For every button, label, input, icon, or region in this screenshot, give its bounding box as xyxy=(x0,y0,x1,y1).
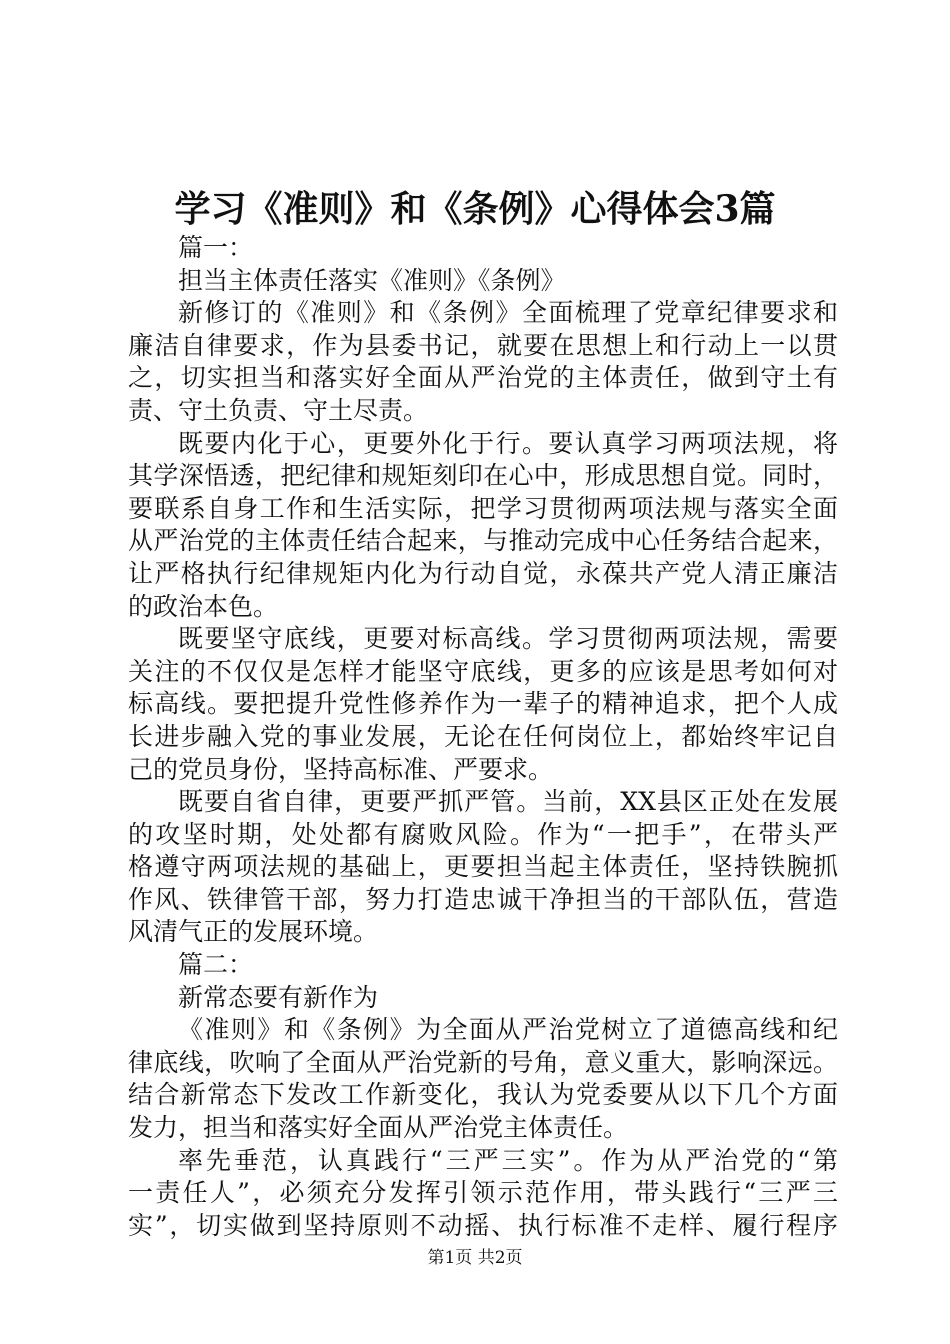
text-line: 从严治党的主体责任结合起来，与推动完成中心任务结合起来， xyxy=(128,526,838,556)
text-line: 一责任人”，必须充分发挥引领示范作用，带头践行“三严三 xyxy=(128,1178,838,1208)
text-line: 新常态要有新作为 xyxy=(178,982,379,1012)
document-body xyxy=(128,232,838,1242)
text-line: 新修订的《准则》和《条例》全面梳理了党章纪律要求和 xyxy=(178,298,838,328)
text-line: 其学深悟透，把纪律和规矩刻印在心中，形成思想自觉。同时， xyxy=(128,461,838,491)
text-line: 篇一： xyxy=(178,233,254,262)
text-line: 发力，担当和落实好全面从严治党主体责任。 xyxy=(128,1113,629,1143)
text-line: 让严格执行纪律规矩内化为行动自觉，永葆共产党人清正廉洁 xyxy=(128,558,838,588)
text-line: 既要坚守底线，更要对标高线。学习贯彻两项法规，需要 xyxy=(178,624,838,654)
text-line: 的政治本色。 xyxy=(128,591,279,621)
text-line: 之，切实担当和落实好全面从严治党的主体责任，做到守土有 xyxy=(128,363,838,393)
text-line: 责、守土负责、守土尽责。 xyxy=(128,395,429,425)
text-line: 既要内化于心，更要外化于行。要认真学习两项法规，将 xyxy=(178,428,838,458)
text-line: 的攻坚时期，处处都有腐败风险。作为“一把手”，在带头严 xyxy=(128,819,838,849)
text-line: 担当主体责任落实《准则》《条例》 xyxy=(178,265,566,295)
text-line: 要联系自身工作和生活实际，把学习贯彻两项法规与落实全面 xyxy=(128,493,838,523)
text-line: 格遵守两项法规的基础上，更要担当起主体责任，坚持铁腕抓 xyxy=(128,852,838,882)
text-line: 实”，切实做到坚持原则不动摇、执行标准不走样、履行程序 xyxy=(128,1210,838,1240)
document-title: 学习《准则》和《条例》心得体会3篇 xyxy=(174,188,776,230)
text-line: 既要自省自律，更要严抓严管。当前，XX县区正处在发展 xyxy=(178,787,838,817)
text-line: 风清气正的发展环境。 xyxy=(128,917,379,947)
text-line: 廉洁自律要求，作为县委书记，就要在思想上和行动上一以贯 xyxy=(128,330,838,360)
page-footer: 第1页 共2页 xyxy=(427,1248,523,1268)
text-line: 率先垂范，认真践行“三严三实”。作为从严治党的“第 xyxy=(178,1145,838,1175)
text-line: 长进步融入党的事业发展，无论在任何岗位上，都始终牢记自 xyxy=(128,721,838,751)
text-line: 标高线。要把提升党性修养作为一辈子的精神追求，把个人成 xyxy=(128,689,838,719)
text-line: 关注的不仅仅是怎样才能坚守底线，更多的应该是思考如何对 xyxy=(128,656,838,686)
text-line: 篇二： xyxy=(178,950,254,980)
text-line: 律底线，吹响了全面从严治党新的号角，意义重大，影响深远。 xyxy=(128,1047,838,1077)
text-line: 己的党员身份，坚持高标准、严要求。 xyxy=(128,754,554,784)
text-line: 作风、铁律管干部，努力打造忠诚干净担当的干部队伍，营造 xyxy=(128,884,838,914)
text-line: 结合新常态下发改工作新变化，我认为党委要从以下几个方面 xyxy=(128,1080,838,1110)
text-line: 《准则》和《条例》为全面从严治党树立了道德高线和纪 xyxy=(178,1015,838,1045)
